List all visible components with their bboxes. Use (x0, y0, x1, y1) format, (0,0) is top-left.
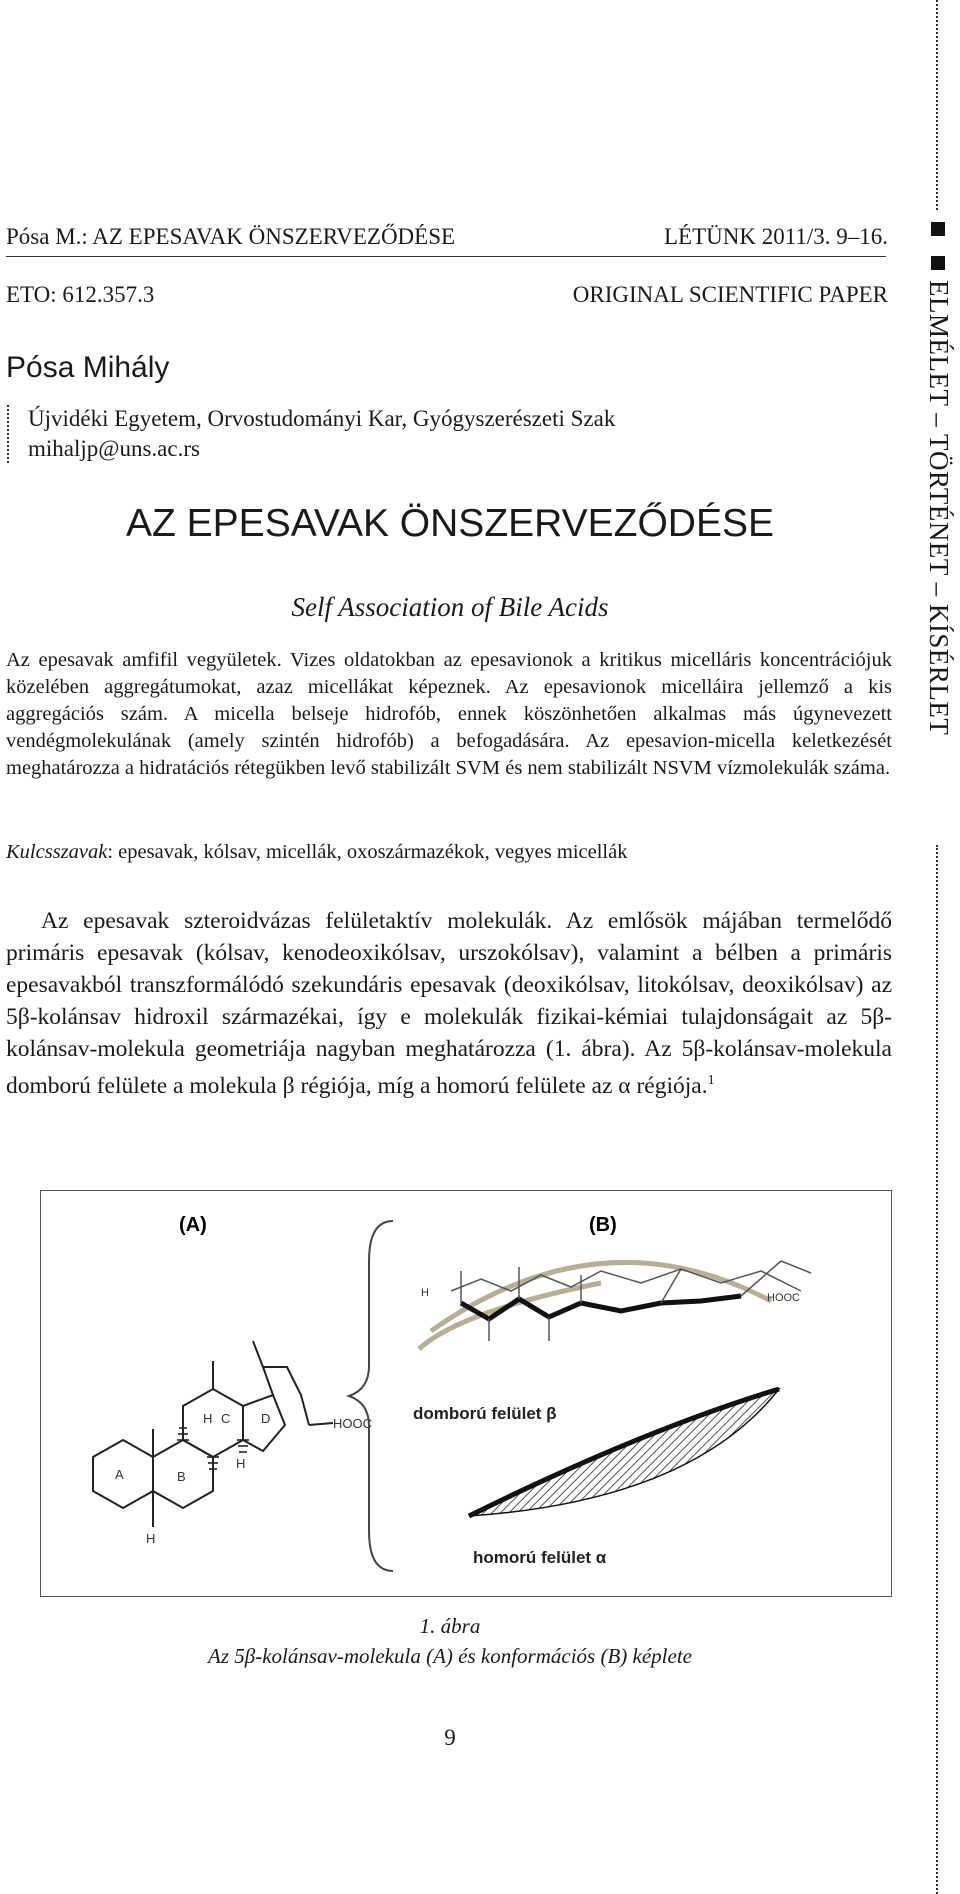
article-title: AZ EPESAVAK ÖNSZERVEZŐDÉSE (125, 502, 774, 545)
author-name: Pósa Mihály (6, 351, 170, 384)
author-affiliation: Újvidéki Egyetem, Orvostudományi Kar, Gyógyszerészeti Szak (28, 406, 616, 431)
abstract: Az epesavak amfifil vegyületek. Vizes oldatokban az epesavionok a kritikus micelláris koncentrációjuk közelében aggregátumokat, azaz micellákat képeznek. Az epesavionok micelláira jellemző a kis aggregációs szám. A micella belseje hidrofób, ennek köszönhetően alkalmas más úgynevezett vendégmolekulának (amely szintén hidrofób) a befogadására. Az epesavion-micella keletkezését meghatározza a hidratációs rétegükben levő stabilizált SVM és nem stabilizált NSVM vízmolekulák száma. (6, 649, 892, 779)
running-header-right: LÉTÜNK 2011/3. 9–16. (663, 224, 888, 249)
h-label-c: H (203, 1411, 213, 1426)
hooc-label-a: HOOC (333, 1416, 372, 1431)
body-text: Az epesavak szteroidvázas felületaktív molekulák. Az emlősök májában termelődő primáris epesavak (kólsav, kenodeoxikólsav, urszokólsav), valamint a bélben a primáris epesavakból transzformálódó szekundáris epesavak (deoxikólsav, litokólsav, deoxikólsav) az 5β-kolánsav hidroxil származékai, így e molekulák fizikai-kémiai tulajdonságait az 5β-kolánsav-molekula geometriája nagyban meghatározza (1. ábra). Az 5β-kolánsav-molekula domború felülete a molekula β régiója, míg a homorú felülete az α régiója. (6, 908, 892, 1099)
article-subtitle: Self Association of Bile Acids (291, 592, 609, 622)
footnote-ref[interactable]: 1 (707, 1073, 715, 1088)
ring-label-c: C (221, 1411, 231, 1426)
side-dots-top (936, 0, 938, 210)
h-label-b: H (421, 1287, 429, 1299)
side-label-container (920, 280, 960, 910)
eto-code: ETO: 612.357.3 (6, 282, 155, 307)
figure-1 (40, 1190, 892, 1597)
running-header-left: Pósa M.: AZ EPESAVAK ÖNSZERVEZŐDÉSE (6, 224, 456, 249)
figure-label-a: (A) (179, 1214, 207, 1236)
ring-label-a: A (115, 1467, 124, 1482)
author-email[interactable]: mihaljp@uns.ac.rs (28, 436, 200, 461)
page-number: 9 (444, 1725, 456, 1750)
figure-label-b: (B) (589, 1214, 617, 1236)
h-label-a: H (146, 1531, 156, 1546)
concave-surface-label: homorú felület α (473, 1548, 607, 1567)
side-square-2 (931, 256, 945, 270)
hooc-label-b: HOOC (767, 1292, 800, 1304)
header-rule (6, 256, 886, 257)
keywords-list: : epesavak, kólsav, micellák, oxoszármazékok, vegyes micellák (107, 841, 628, 863)
paper-type: ORIGINAL SCIENTIFIC PAPER (572, 282, 888, 307)
keywords-label: Kulcsszavak (6, 841, 108, 863)
steroid-skeleton (93, 1341, 333, 1527)
h-label-d: H (236, 1456, 246, 1471)
convex-surface-label: domború felület β (413, 1404, 557, 1423)
ring-label-b: B (177, 1469, 186, 1484)
brace (349, 1221, 393, 1571)
body-paragraph (6, 905, 892, 1102)
side-section-label: ELMÉLET – TÖRTÉNET – KÍSÉRLET (924, 280, 954, 736)
concave-surface-curve (419, 1283, 601, 1349)
figure-caption-text: Az 5β-kolánsav-molekula (A) és konformációs (B) képlete (208, 1644, 692, 1668)
keywords (6, 838, 627, 866)
affiliation-dots (7, 405, 9, 463)
figure-svg (41, 1191, 891, 1596)
side-square-1 (931, 222, 945, 236)
figure-caption-number: 1. ábra (419, 1614, 481, 1638)
side-dots-bottom (936, 845, 938, 1894)
conformer-backbone (461, 1296, 741, 1319)
ring-label-d: D (261, 1411, 271, 1426)
